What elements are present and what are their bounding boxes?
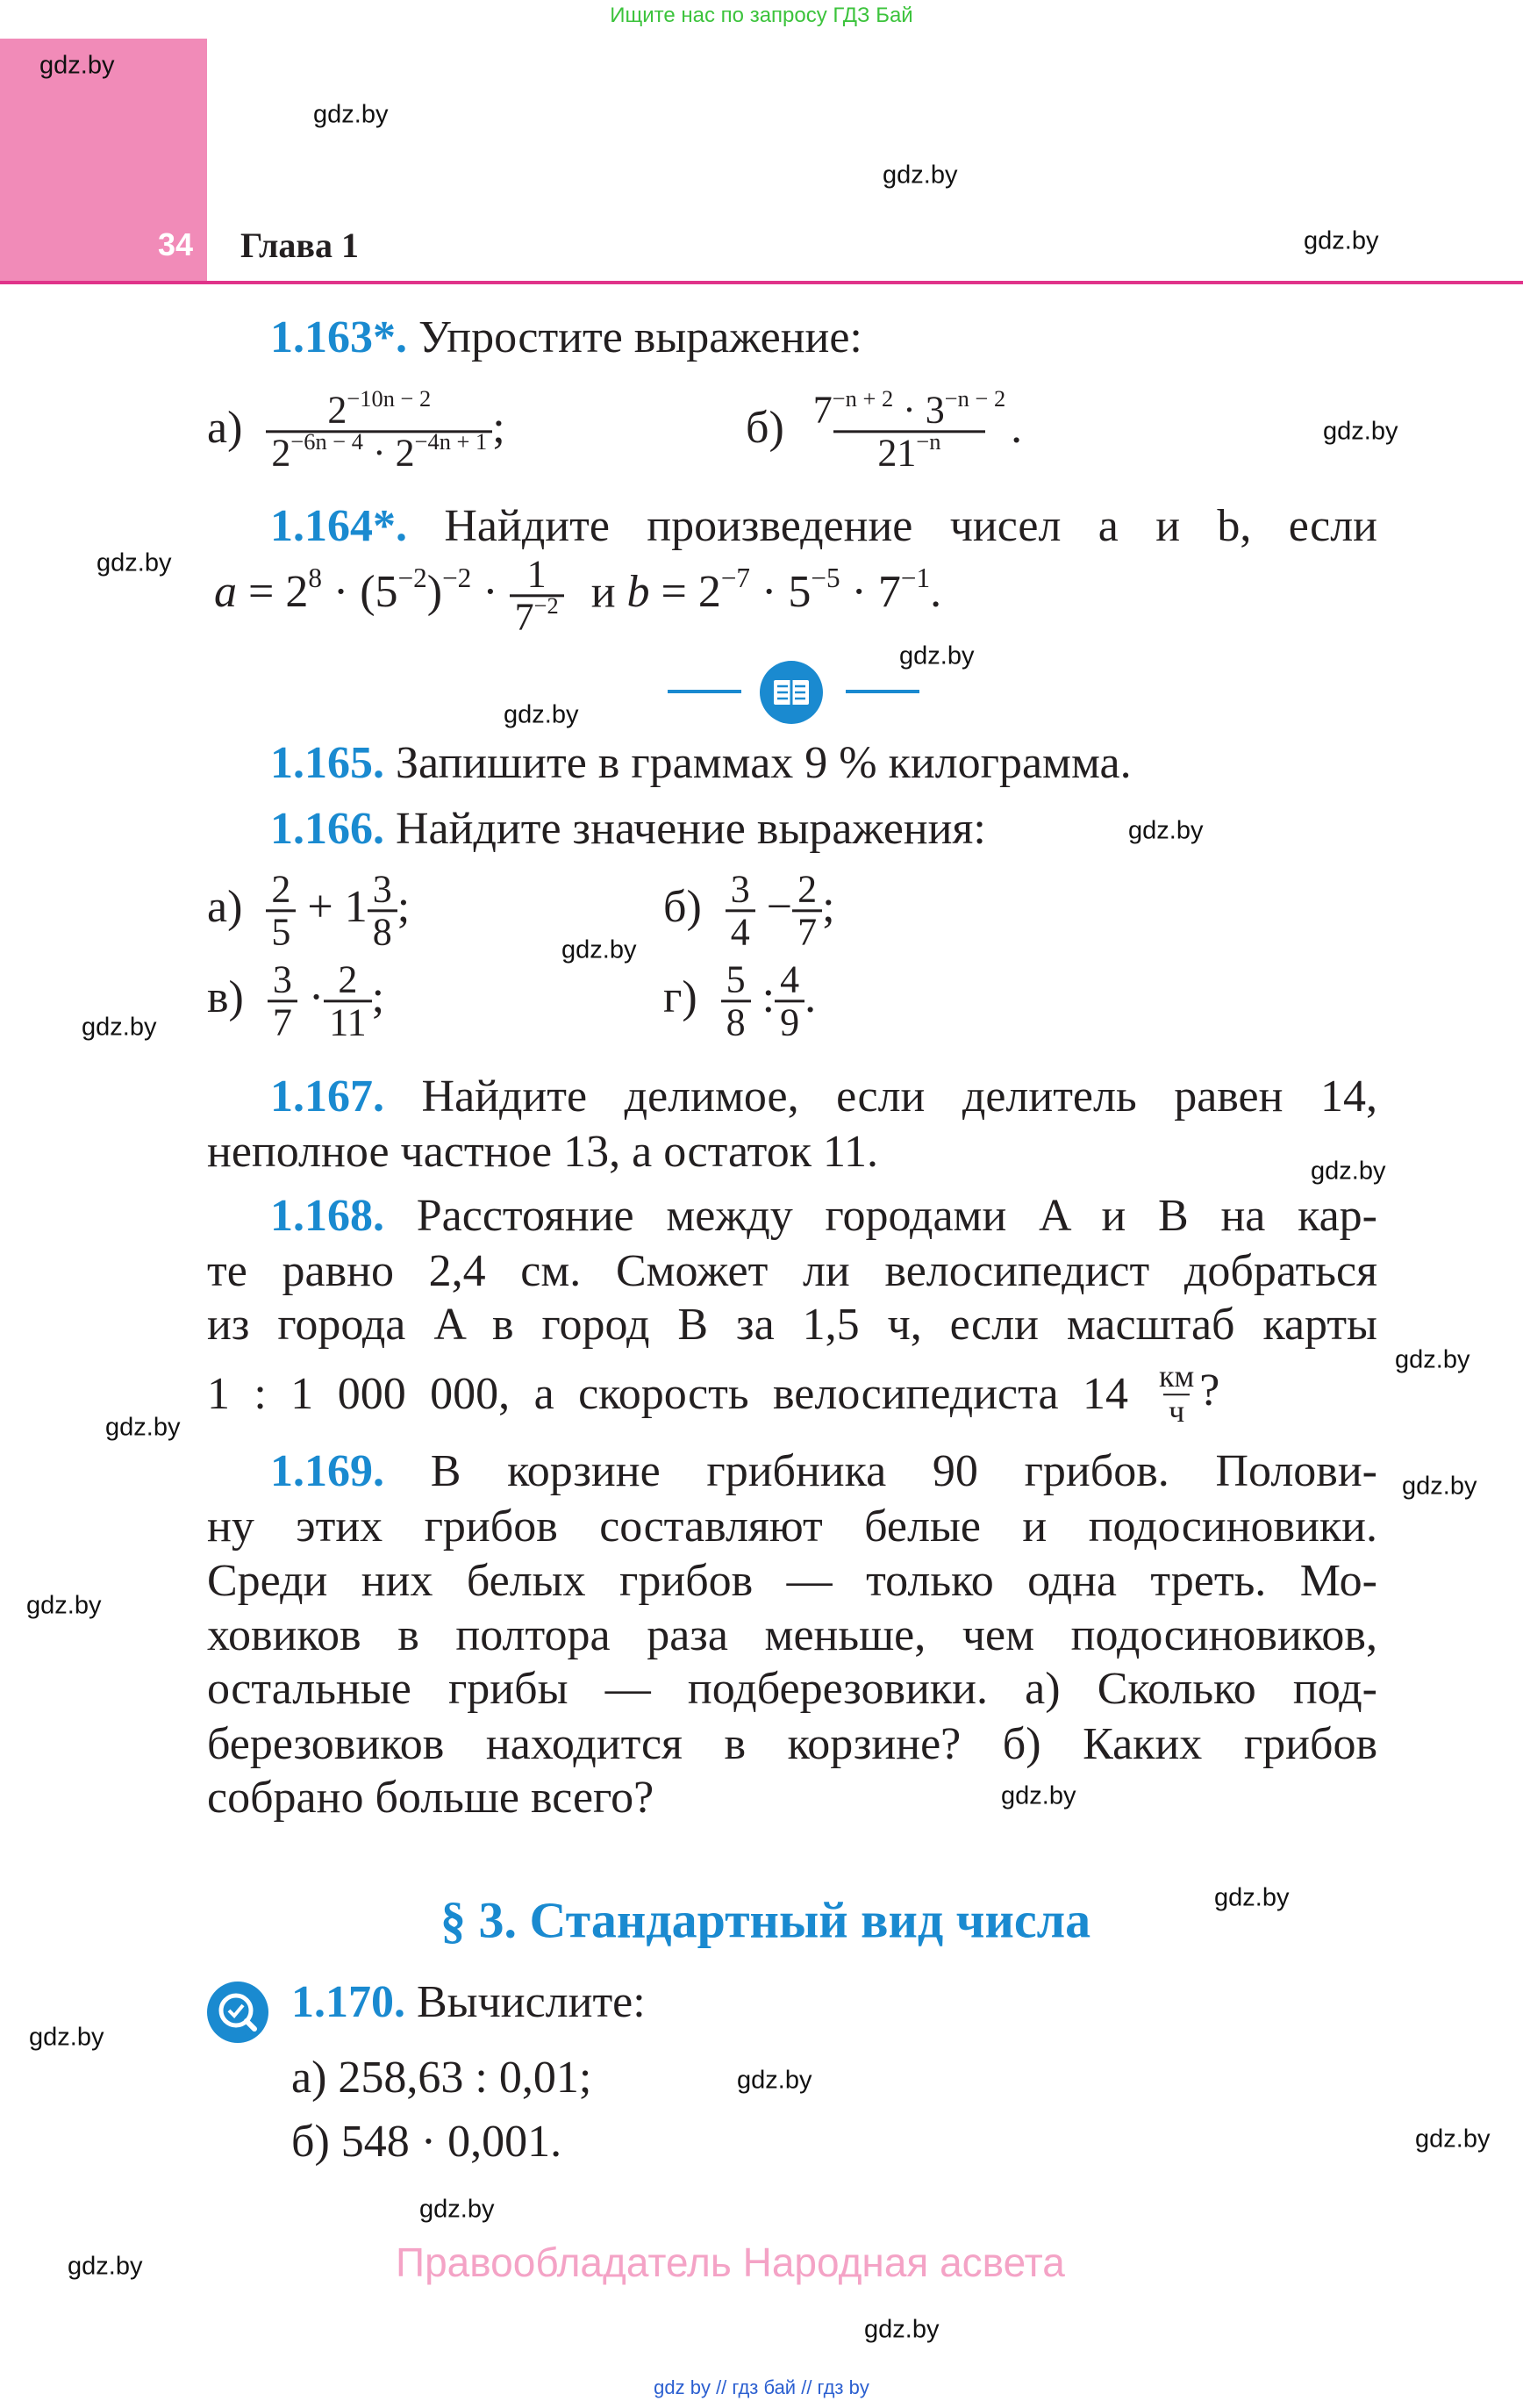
numerator: 3 <box>730 867 750 911</box>
problem-text: Вычислите: <box>417 1977 646 2027</box>
footer-links[interactable]: gdz by // гдз бай // гдз by <box>654 2376 869 2398</box>
numerator: 3 <box>272 957 292 1001</box>
watermark: gdz.by <box>26 1591 102 1620</box>
watermark: gdz.by <box>97 548 172 577</box>
punct: ; <box>397 881 411 932</box>
problem-text: Найдите делимое, если делитель равен 14, <box>421 1071 1377 1122</box>
fraction <box>808 384 1011 475</box>
punct: ? <box>1199 1365 1220 1415</box>
problem-text: Найдите произведение чисел a и b, если <box>444 501 1377 551</box>
problem-1169-line: остальные грибы — подберезовики. а) Сколько под- <box>207 1664 1377 1714</box>
header-divider <box>0 281 1523 284</box>
text: = 2 <box>649 566 721 617</box>
punct: . <box>1011 402 1023 453</box>
fraction <box>368 869 397 952</box>
problem-1167-line <box>270 1070 1377 1124</box>
operator: · <box>308 971 325 1022</box>
problem-1167-line: неполное частное 13, а остаток 11. <box>207 1127 879 1177</box>
denominator: ч <box>1163 1394 1190 1429</box>
base: 2 <box>327 388 347 432</box>
divider-line-left <box>668 690 741 693</box>
exponent: −2 <box>442 563 472 594</box>
problem-1168-line: те равно 2,4 см. Сможет ли велосипедист добраться <box>207 1246 1377 1296</box>
var: b <box>626 566 650 617</box>
base: 21 <box>877 431 917 475</box>
denominator: 7 <box>268 1000 297 1043</box>
base: 2 <box>271 431 291 475</box>
fraction <box>792 869 822 952</box>
problem-1168-line <box>270 1189 1377 1243</box>
text: . <box>930 566 942 617</box>
denominator: 7 <box>792 910 822 953</box>
problem-text: В корзине грибника 90 грибов. Полови- <box>430 1446 1377 1496</box>
item-label: в) <box>207 971 244 1022</box>
operator: : <box>762 971 776 1022</box>
problem-text: Запишите в граммах 9 % килограмма. <box>396 738 1132 788</box>
operator: − <box>766 881 793 932</box>
watermark: gdz.by <box>105 1413 181 1442</box>
watermark: gdz.by <box>313 100 389 129</box>
numerator: км <box>1159 1358 1195 1394</box>
problem-1166-item-c <box>207 959 384 1043</box>
problem-1170-a: а) 258,63 : 0,01; <box>291 2053 592 2103</box>
watermark: gdz.by <box>1304 226 1379 255</box>
watermark: gdz.by <box>29 2023 104 2052</box>
punct: ; <box>492 402 505 453</box>
punct: . <box>804 971 817 1022</box>
unit-fraction <box>1154 1360 1199 1429</box>
problem-number: 1.170. <box>291 1977 405 2027</box>
problem-1169-line: Среди них белых грибов — только одна треть. Мо- <box>207 1556 1377 1606</box>
problem-1166-item-b <box>663 869 835 952</box>
problem-number: 1.164*. <box>270 501 407 551</box>
problem-1165 <box>270 736 1132 791</box>
problem-text: Найдите значение выражения: <box>396 804 986 854</box>
problem-1169-line: березовиков находится в корзине? б) Каких грибов <box>207 1719 1377 1769</box>
section-heading: § 3. Стандартный вид числа <box>440 1891 1091 1949</box>
fraction <box>726 869 755 952</box>
page-number: 34 <box>157 226 193 262</box>
problem-number: 1.167. <box>270 1071 384 1122</box>
exponent: −1 <box>900 563 931 594</box>
item-label: г) <box>663 971 697 1022</box>
fraction <box>268 959 297 1043</box>
numerator: 3 <box>372 867 392 911</box>
punct: ; <box>822 881 835 932</box>
operator: + 1 <box>307 881 368 932</box>
problem-1169-line <box>270 1444 1377 1499</box>
item-label: б) <box>663 881 702 932</box>
dot: · <box>903 388 916 432</box>
fraction <box>324 959 371 1043</box>
watermark: gdz.by <box>1214 1883 1290 1912</box>
divider-line-right <box>846 690 919 693</box>
search-check-icon <box>207 1982 268 2043</box>
watermark: gdz.by <box>737 2066 812 2095</box>
numerator: 2 <box>271 867 291 911</box>
top-banner[interactable]: Ищите нас по запросу ГДЗ Бай <box>610 4 913 27</box>
problem-number: 1.166. <box>270 804 384 854</box>
watermark: gdz.by <box>39 51 115 80</box>
numerator: 1 <box>526 552 547 596</box>
numerator: 2 <box>797 867 818 911</box>
problem-1164-expression <box>214 554 941 637</box>
problem-1163-b <box>746 384 1023 475</box>
problem-1163-a <box>207 384 505 475</box>
exponent: −6n − 4 <box>290 428 363 455</box>
text: и <box>590 566 627 617</box>
book-icon <box>760 661 823 724</box>
problem-1163-title <box>270 311 862 365</box>
punct: ; <box>371 971 385 1022</box>
problem-1166-title <box>270 802 986 856</box>
exponent: −2 <box>397 563 427 594</box>
problem-number: 1.163*. <box>270 312 407 362</box>
denominator: 8 <box>368 910 397 953</box>
denominator: 8 <box>721 1000 751 1043</box>
problem-number: 1.168. <box>270 1191 384 1241</box>
text: = 2 <box>237 566 309 617</box>
watermark: gdz.by <box>1415 2125 1491 2154</box>
exponent: −10n − 2 <box>347 384 432 412</box>
chapter-title: Глава 1 <box>240 226 359 265</box>
watermark: gdz.by <box>1128 816 1204 845</box>
problem-1169-line: ховиков в полтора раза меньше, чем подосиновиков, <box>207 1610 1377 1660</box>
problem-1168-line <box>207 1360 1219 1429</box>
item-label: б) <box>746 402 784 453</box>
text: · 7 <box>840 566 901 617</box>
copyright-notice: Правообладатель Народная асвета <box>396 2240 1065 2285</box>
denominator: 9 <box>775 1000 804 1043</box>
denominator: 11 <box>324 1000 371 1043</box>
denominator: 5 <box>266 910 296 953</box>
item-label: а) <box>207 402 243 453</box>
exponent: −n <box>916 428 941 455</box>
fraction <box>266 384 492 475</box>
fraction <box>721 959 751 1043</box>
problem-1170-title <box>291 1975 646 2030</box>
problem-1168-line: из города A в город B за 1,5 ч, если масштаб карты <box>207 1300 1377 1350</box>
numerator: 4 <box>780 957 800 1001</box>
exponent: −n − 2 <box>944 384 1006 412</box>
fraction <box>266 869 296 952</box>
watermark: gdz.by <box>1001 1781 1076 1810</box>
watermark: gdz.by <box>504 700 579 729</box>
base: 3 <box>925 388 945 432</box>
exponent: −2 <box>533 592 559 620</box>
watermark: gdz.by <box>1402 1472 1477 1501</box>
watermark: gdz.by <box>1323 417 1398 446</box>
problem-number: 1.169. <box>270 1446 384 1496</box>
numerator: 5 <box>726 957 746 1001</box>
numerator: 2 <box>338 957 358 1001</box>
watermark: gdz.by <box>899 641 975 670</box>
denominator: 4 <box>726 910 755 953</box>
exponent: −7 <box>720 563 751 594</box>
problem-number: 1.165. <box>270 738 384 788</box>
base: 7 <box>812 388 833 432</box>
base: 2 <box>395 431 415 475</box>
text: · 5 <box>750 566 812 617</box>
text: · <box>471 566 510 617</box>
text: ) <box>426 566 443 617</box>
watermark: gdz.by <box>82 1013 157 1042</box>
exponent: 8 <box>308 563 322 594</box>
problem-text: Упростите выражение: <box>418 312 862 362</box>
problem-1164-title <box>270 499 1377 554</box>
watermark: gdz.by <box>68 2252 143 2281</box>
problem-1166-item-d <box>663 959 816 1043</box>
problem-text: Расстояние между городами A и B на кар- <box>416 1191 1377 1241</box>
problem-1170-b: б) 548 · 0,001. <box>291 2117 562 2167</box>
fraction <box>775 959 804 1043</box>
dot: · <box>372 431 386 475</box>
watermark: gdz.by <box>883 161 958 190</box>
watermark: gdz.by <box>1311 1157 1386 1186</box>
exponent: −5 <box>811 563 840 594</box>
watermark: gdz.by <box>1395 1345 1470 1374</box>
text: · (5 <box>321 566 398 617</box>
problem-1169-line: собрано больше всего? <box>207 1773 654 1823</box>
watermark: gdz.by <box>864 2315 940 2344</box>
base: 7 <box>514 595 534 639</box>
watermark: gdz.by <box>561 935 637 964</box>
var: a <box>214 566 237 617</box>
item-label: а) <box>207 881 243 932</box>
fraction <box>510 554 564 637</box>
problem-text: 1 : 1 000 000, а скорость велосипедиста 14 <box>207 1369 1128 1419</box>
problem-1166-item-a <box>207 869 410 952</box>
problem-1169-line: ну этих грибов составляют белые и подосиновики. <box>207 1501 1377 1552</box>
exponent: −4n + 1 <box>414 428 488 455</box>
exponent: −n + 2 <box>832 384 894 412</box>
watermark: gdz.by <box>419 2195 495 2224</box>
